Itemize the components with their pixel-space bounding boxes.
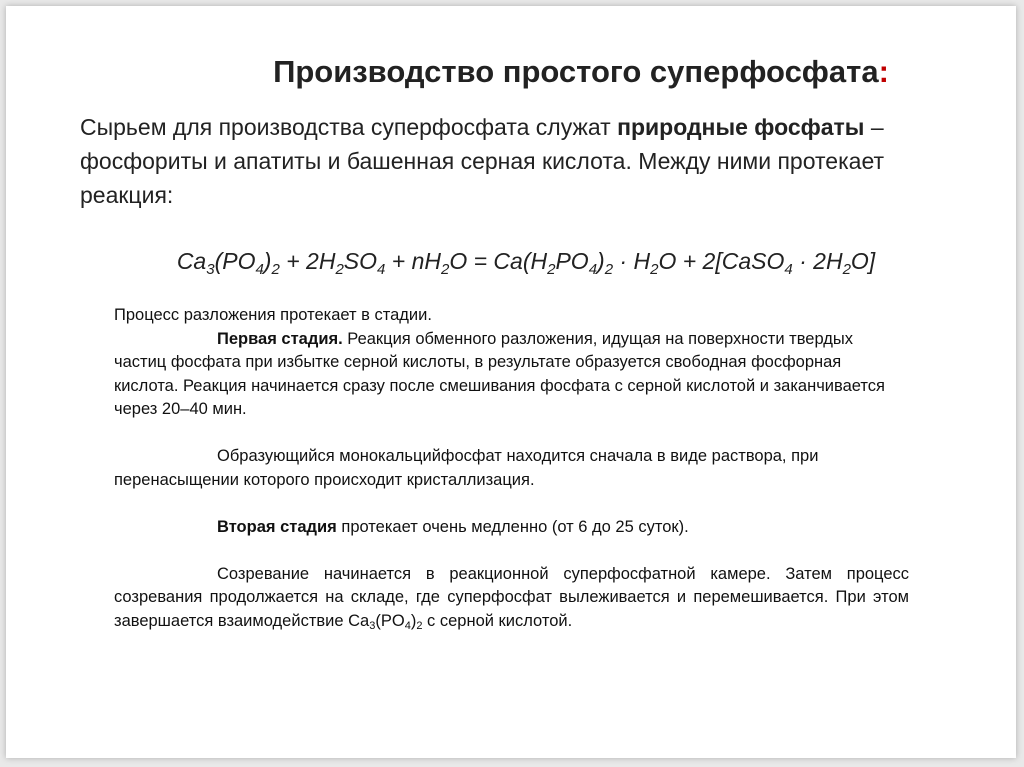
formula-s6: 2 <box>440 261 450 278</box>
formula-s3: 2 <box>271 261 280 278</box>
p5-sub3: 2 <box>416 619 423 632</box>
formula-s11: 4 <box>784 261 793 278</box>
page-title <box>6 54 1016 90</box>
formula-s4: 2 <box>335 261 344 278</box>
second-stage-text: протекает очень медленно (от 6 до 25 суток). <box>336 517 689 536</box>
formula-t7: O = Ca(H <box>449 248 548 274</box>
formula-t6: + nH <box>385 248 441 274</box>
p5-text4: с серной кислотой. <box>422 611 573 630</box>
formula-t5: SO <box>343 248 378 274</box>
second-stage-label: Вторая стадия <box>217 517 337 536</box>
body-paragraph-5 <box>114 563 909 634</box>
intro-part1: Сырьем для производства суперфосфата служат <box>80 114 618 140</box>
formula-t11: O + 2[CaSO <box>658 248 785 274</box>
reaction-formula <box>6 248 1016 278</box>
formula-s8: 4 <box>588 261 598 278</box>
formula-t9: ) <box>597 248 605 274</box>
intro-paragraph <box>80 110 980 212</box>
title-colon: : <box>878 54 889 89</box>
formula-t1: Ca <box>176 248 207 274</box>
formula-s10: 2 <box>650 261 659 278</box>
body-text <box>114 304 909 633</box>
formula-s9: 2 <box>604 261 614 278</box>
formula-t4: + 2H <box>279 248 336 274</box>
body-paragraph-2 <box>114 328 909 422</box>
intro-bold: природные фосфаты <box>617 114 865 140</box>
formula-s2: 4 <box>255 261 264 278</box>
body-paragraph-1: Процесс разложения протекает в стадии. <box>114 306 432 324</box>
p5-sub1: 3 <box>369 619 376 632</box>
body-paragraph-3: Образующийся монокальцийфосфат находится сначала в виде раствора, при перенасыщении которого происходит кристаллизация. <box>114 447 819 489</box>
formula-t13: O] <box>850 248 876 274</box>
intro-part2: – фосфориты и апатиты и башенная серная кислота. Между ними протекает реакция: <box>80 114 885 208</box>
p5-text2: (PO <box>375 611 405 630</box>
p5-text3: ) <box>410 611 417 630</box>
formula-s5: 4 <box>377 261 386 278</box>
p5-text: Созревание начинается в реакционной суперфосфатной камере. Затем процесс созревания продолжается на складе, где суперфосфат вылеживается и перемешивается. При этом завершается взаимодействие Ca <box>114 564 909 630</box>
formula-t8: PO <box>555 248 589 274</box>
first-stage-text: Реакция обменного разложения, идущая на поверхности твердых частиц фосфата при избытке серной кислоты, в результате образуется свободная фосфорная кислота. Реакция начинается сразу после смешивания фосфата с серной кислотой и заканчивается через 20–40 мин. <box>114 329 885 418</box>
formula-t3: ) <box>263 248 272 274</box>
slide <box>6 6 1016 758</box>
title-text: Производство простого суперфосфата <box>273 54 879 89</box>
formula-s12: 2 <box>842 261 851 278</box>
formula-s7: 2 <box>547 261 556 278</box>
formula-t12: · 2H <box>792 248 843 274</box>
first-stage-label: Первая стадия. <box>217 329 343 348</box>
formula-t10: · H <box>613 248 651 274</box>
formula-s1: 3 <box>206 261 215 278</box>
p5-sub2: 4 <box>404 619 411 632</box>
formula-t2: (PO <box>214 248 256 274</box>
body-paragraph-4 <box>114 516 909 540</box>
